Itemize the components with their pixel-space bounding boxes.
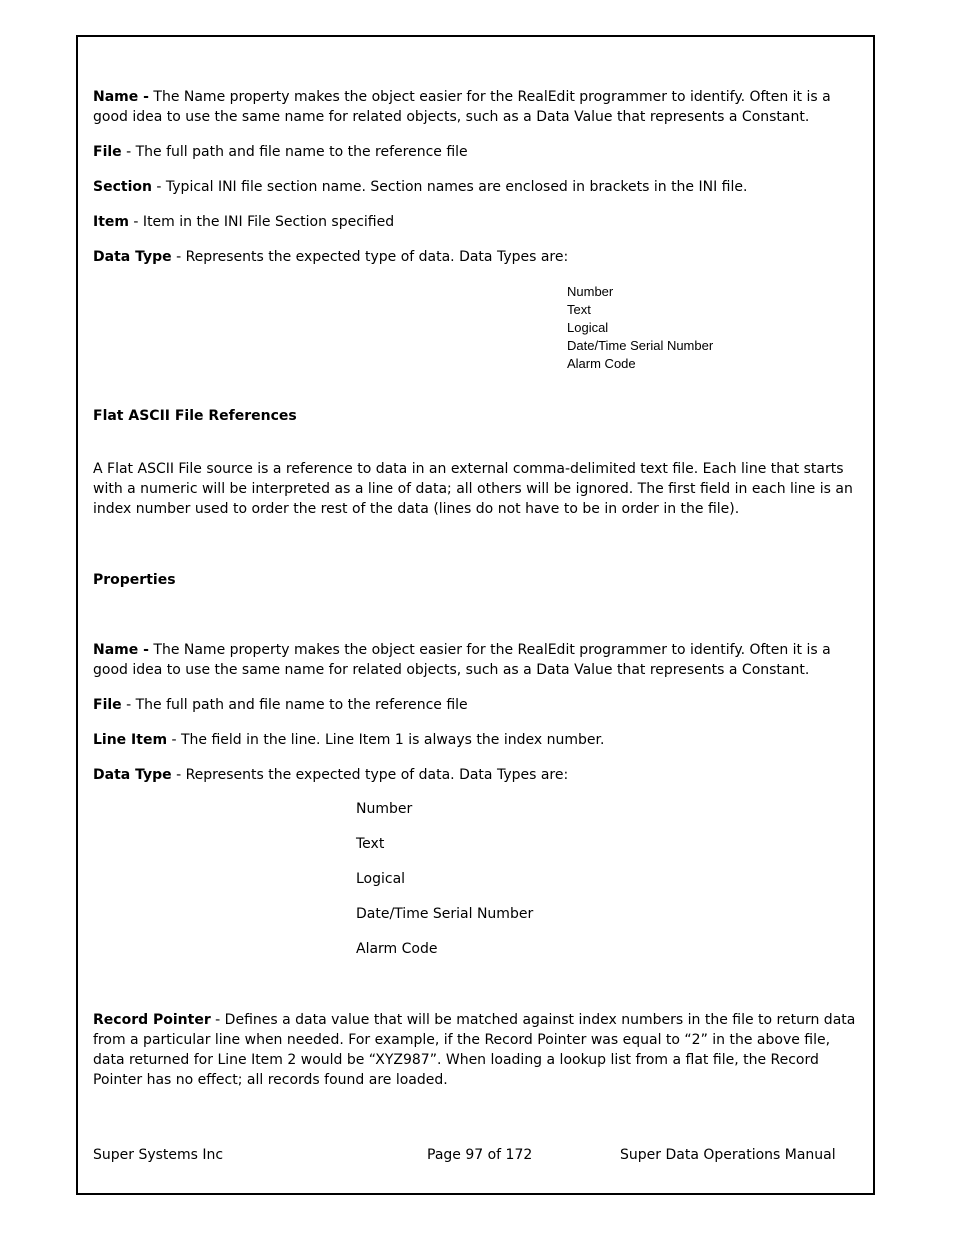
list-item: Date/Time Serial Number (356, 906, 534, 922)
ini-item-property: Item - Item in the INI File Section specified (93, 214, 395, 230)
footer-page-number: Page 97 of 172 (427, 1147, 533, 1163)
list-item: Number (567, 284, 614, 299)
list-item: Alarm Code (567, 356, 636, 371)
flat-data-type-property: Data Type - Represents the expected type of data. Data Types are: (93, 767, 569, 783)
flat-line-item-property: Line Item - The field in the line. Line Item 1 is always the index number. (93, 732, 605, 748)
flat-file-property: File - The full path and file name to the reference file (93, 697, 468, 713)
properties-heading: Properties (93, 572, 176, 588)
flat-ascii-intro: A Flat ASCII File source is a reference to data in an external comma-delimited text file. Each line that starts with a numeric will be interpreted as a line of data; all others will be ignored. The first field in each line is an index number used to order the rest of the data (lines do not have to be in order in the file). (93, 461, 853, 517)
ini-data-type-property: Data Type - Represents the expected type of data. Data Types are: (93, 249, 569, 265)
list-item: Date/Time Serial Number (567, 338, 714, 353)
list-item: Text (356, 836, 385, 852)
footer-company: Super Systems Inc (93, 1147, 224, 1163)
footer-manual-title: Super Data Operations Manual (620, 1147, 836, 1163)
list-item: Text (567, 302, 591, 317)
ini-data-types-list (567, 283, 713, 373)
list-item: Number (356, 801, 413, 817)
flat-ascii-heading: Flat ASCII File References (93, 408, 297, 424)
ini-section-property: Section - Typical INI file section name. Section names are enclosed in brackets in the INI file. (93, 179, 748, 195)
flat-name-property: Name - The Name property makes the object easier for the RealEdit programmer to identify. Often it is a good idea to use the same name for related objects, such as a Data Value that represents a Constant. (93, 642, 831, 678)
flat-data-types-list (356, 799, 533, 974)
ini-name-property: Name - The Name property makes the object easier for the RealEdit programmer to identify. Often it is a good idea to use the same name for related objects, such as a Data Value that represents a Constant. (93, 89, 831, 125)
record-pointer-property: Record Pointer - Defines a data value that will be matched against index numbers in the file to return data from a particular line when needed. For example, if the Record Pointer was equal to “2” in the above file, data returned for Line Item 2 would be “XYZ987”. When loading a lookup list from a flat file, the Record Pointer has no effect; all records found are loaded. (93, 1012, 856, 1088)
list-item: Logical (356, 871, 406, 887)
ini-file-property: File - The full path and file name to the reference file (93, 144, 468, 160)
list-item: Alarm Code (356, 941, 438, 957)
list-item: Logical (567, 320, 609, 335)
